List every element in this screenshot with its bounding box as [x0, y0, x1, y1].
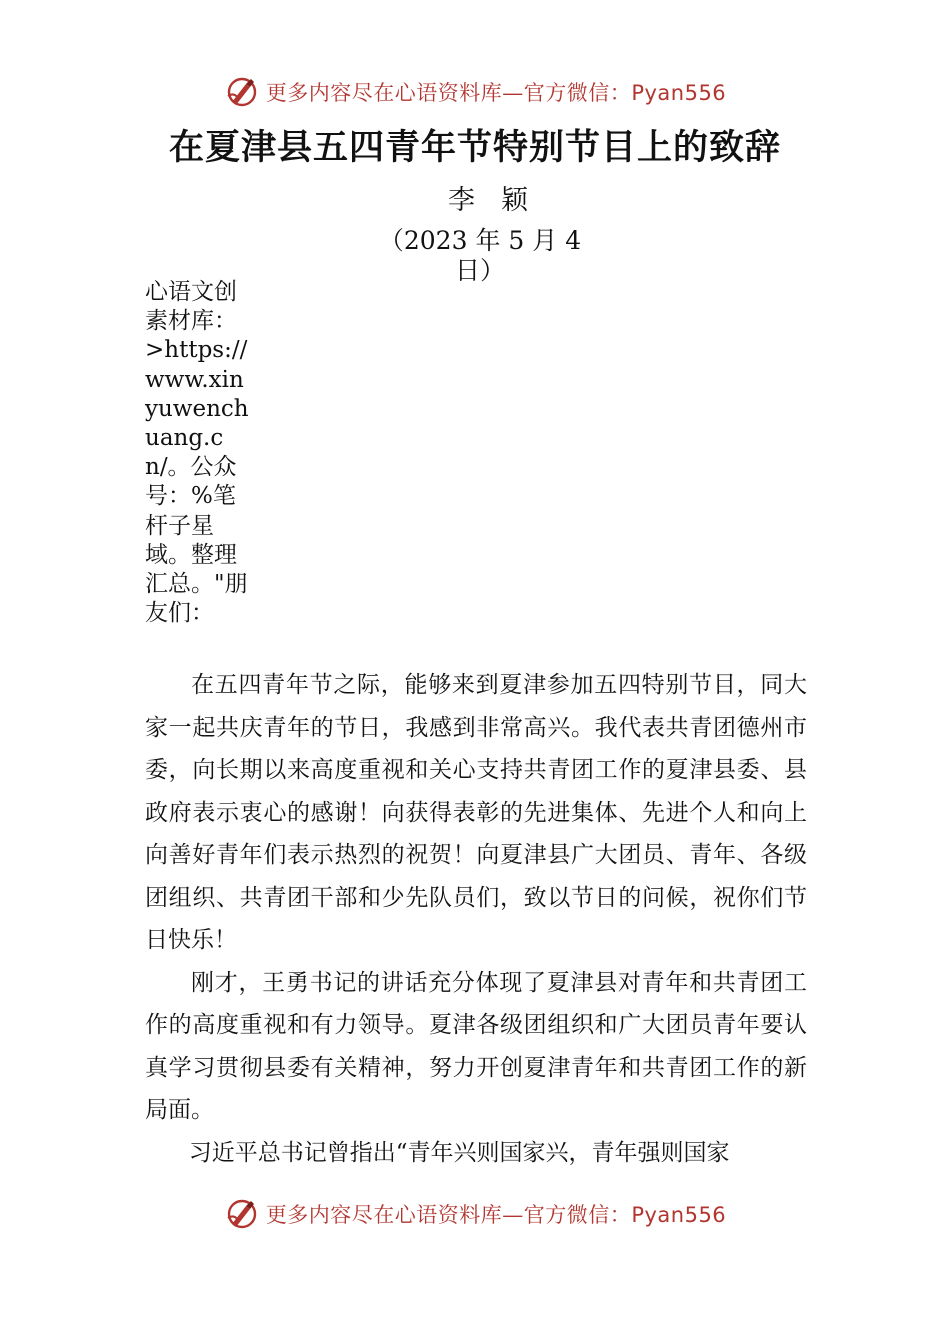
date-line-1: （2023 年 5 月 4: [378, 226, 582, 255]
paragraph-3: 习近平总书记曾指出“青年兴则国家兴，青年强则国家: [188, 1139, 730, 1166]
pen-logo-icon: [224, 74, 260, 110]
paragraph-1: 在五四青年节之际，能够来到夏津参加五四特别节目，同大家一起共庆青年的节日，我感到非常高兴。我代表共青团德州市委，向长期以来高度重视和关心支持共青团工作的夏津县委、县政府表示衷心的感谢！向获得表彰的先进集体、先进个人和向上向善好青年们表示热烈的祝贺！向夏津县广大团员、青年、各级团组织、共青团干部和少先队员们，致以节日的问候，祝你们节日快乐！: [145, 672, 807, 953]
watermark-text: 更多内容尽在心语资料库—官方微信：Pyan556: [265, 81, 727, 105]
pen-logo-icon: [224, 1196, 260, 1232]
speech-body: [145, 664, 807, 1174]
paragraph-2: 刚才，王勇书记的讲话充分体现了夏津县对青年和共青团工作的高度重视和有力领导。夏津各级团组织和广大团员青年要认真学习贯彻县委有关精神，努力开创夏津青年和共青团工作的新局面。: [145, 969, 807, 1123]
header-watermark-banner: [0, 72, 950, 112]
speech-date: [370, 226, 590, 286]
footer-watermark-banner: [0, 1194, 950, 1234]
author-name: 李颖: [448, 185, 554, 216]
document-title: 在夏津县五四青年节特别节目上的致辞: [168, 127, 781, 168]
watermark-text: 更多内容尽在心语资料库—官方微信：Pyan556: [265, 1203, 727, 1227]
date-line-2: 日）: [454, 256, 505, 285]
source-note: 心语文创素材库：>https://www.xinyuwenchuang.cn/。公众号：%笔杆子星域。整理汇总。"朋友们：: [145, 279, 249, 627]
